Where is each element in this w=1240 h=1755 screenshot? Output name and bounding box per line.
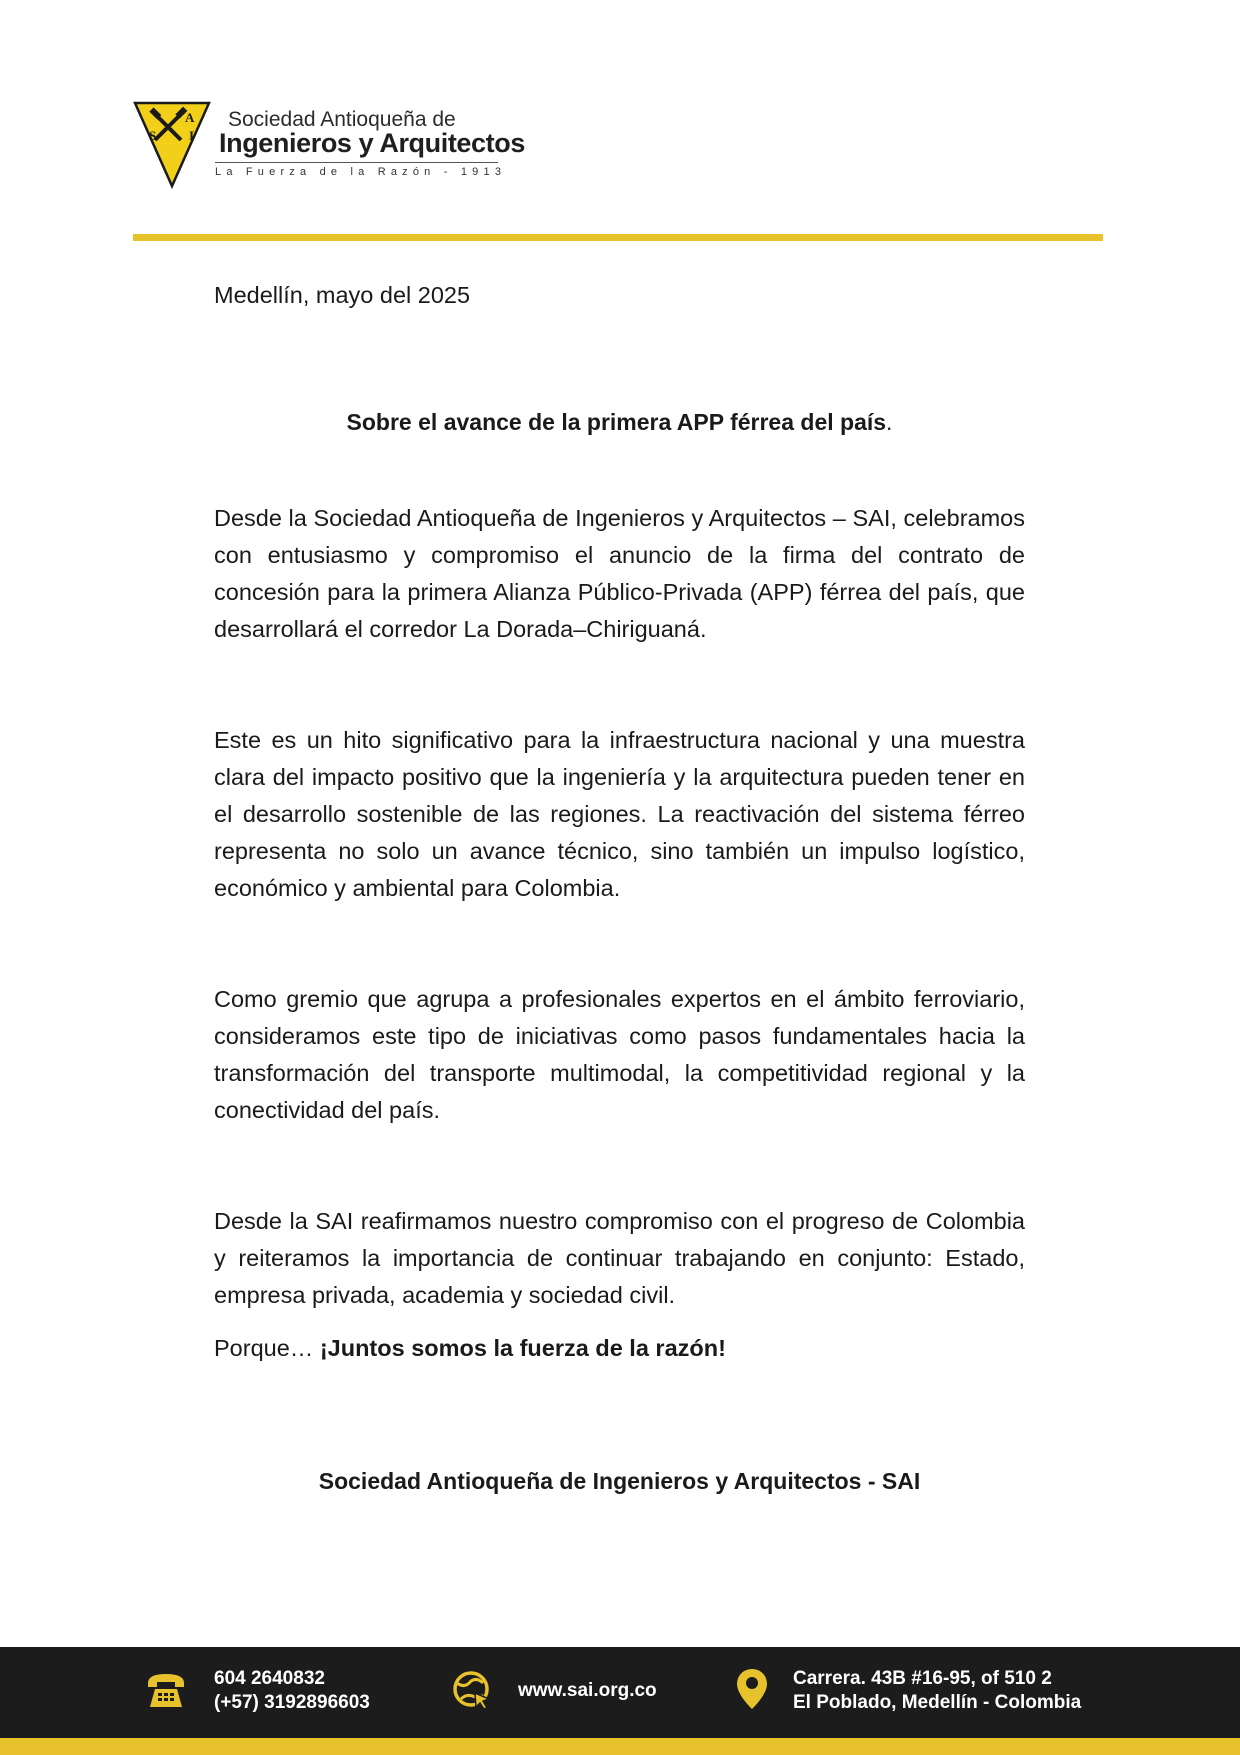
logo-tagline: La Fuerza de la Razón - 1913 bbox=[215, 166, 507, 178]
header-divider bbox=[133, 234, 1103, 241]
emblem-letter-i: I bbox=[189, 128, 195, 143]
letter-date: Medellín, mayo del 2025 bbox=[214, 282, 471, 308]
signature: Sociedad Antioqueña de Ingenieros y Arquitectos - SAI bbox=[318, 1468, 921, 1494]
paragraph-1: Desde la Sociedad Antioqueña de Ingenieros y Arquitectos – SAI, celebramos con entusiasmo y compromiso el anuncio de la firma del contrato de concesión para la primera Alianza Público-Privada (APP) férrea del país, que desarrollará el corredor La Dorada–Chiriguaná. bbox=[214, 505, 1025, 642]
footer-phone-2: (+57) 3192896603 bbox=[214, 1692, 370, 1713]
logo-line-1: Sociedad Antioqueña de bbox=[228, 108, 456, 131]
footer-website[interactable]: www.sai.org.co bbox=[518, 1680, 657, 1701]
letter-title-end: . bbox=[886, 409, 893, 435]
footer-address-2: El Poblado, Medellín - Colombia bbox=[793, 1692, 1082, 1713]
sai-emblem-icon bbox=[133, 100, 213, 190]
paragraph-4: Desde la SAI reafirmamos nuestro compromiso con el progreso de Colombia y reiteramos la importancia de continuar trabajando en conjunto: Estado, empresa privada, academia y sociedad civil. bbox=[214, 1208, 1025, 1308]
emblem-letter-s: S bbox=[149, 128, 157, 143]
emblem-letter-a: A bbox=[185, 110, 195, 125]
globe-cursor-icon bbox=[451, 1669, 493, 1711]
telephone-icon bbox=[145, 1669, 187, 1711]
closing-prefix: Porque… bbox=[214, 1335, 320, 1361]
paragraph-2: Este es un hito significativo para la infraestructura nacional y una muestra clara del impacto positivo que la ingeniería y la arquitectura pueden tener en el desarrollo sostenible de las regiones. La reactivación del sistema férreo representa no solo un avance técnico, sino también un impulso logístico, económico y ambiental para Colombia. bbox=[214, 727, 1025, 901]
footer-phone-1: 604 2640832 bbox=[214, 1668, 325, 1689]
footer-address-1: Carrera. 43B #16-95, of 510 2 bbox=[793, 1668, 1052, 1689]
logo-rule bbox=[215, 162, 498, 163]
paragraph-3: Como gremio que agrupa a profesionales expertos en el ámbito ferroviario, consideramos este tipo de iniciativas como pasos fundamentales hacia la transformación del transporte multimodal, la competitividad regional y la conectividad del país. bbox=[214, 986, 1025, 1123]
map-pin-icon bbox=[735, 1667, 769, 1711]
sai-logo bbox=[133, 100, 525, 192]
letter-title bbox=[214, 407, 1025, 437]
letter-title-text: Sobre el avance de la primera APP férrea del país bbox=[346, 409, 887, 435]
footer-accent-stripe bbox=[0, 1738, 1240, 1755]
closing-emphasis: ¡Juntos somos la fuerza de la razón! bbox=[319, 1335, 726, 1361]
logo-line-2: Ingenieros y Arquitectos bbox=[219, 128, 525, 158]
closing-line bbox=[214, 1330, 1025, 1367]
contact-footer bbox=[0, 1647, 1240, 1738]
